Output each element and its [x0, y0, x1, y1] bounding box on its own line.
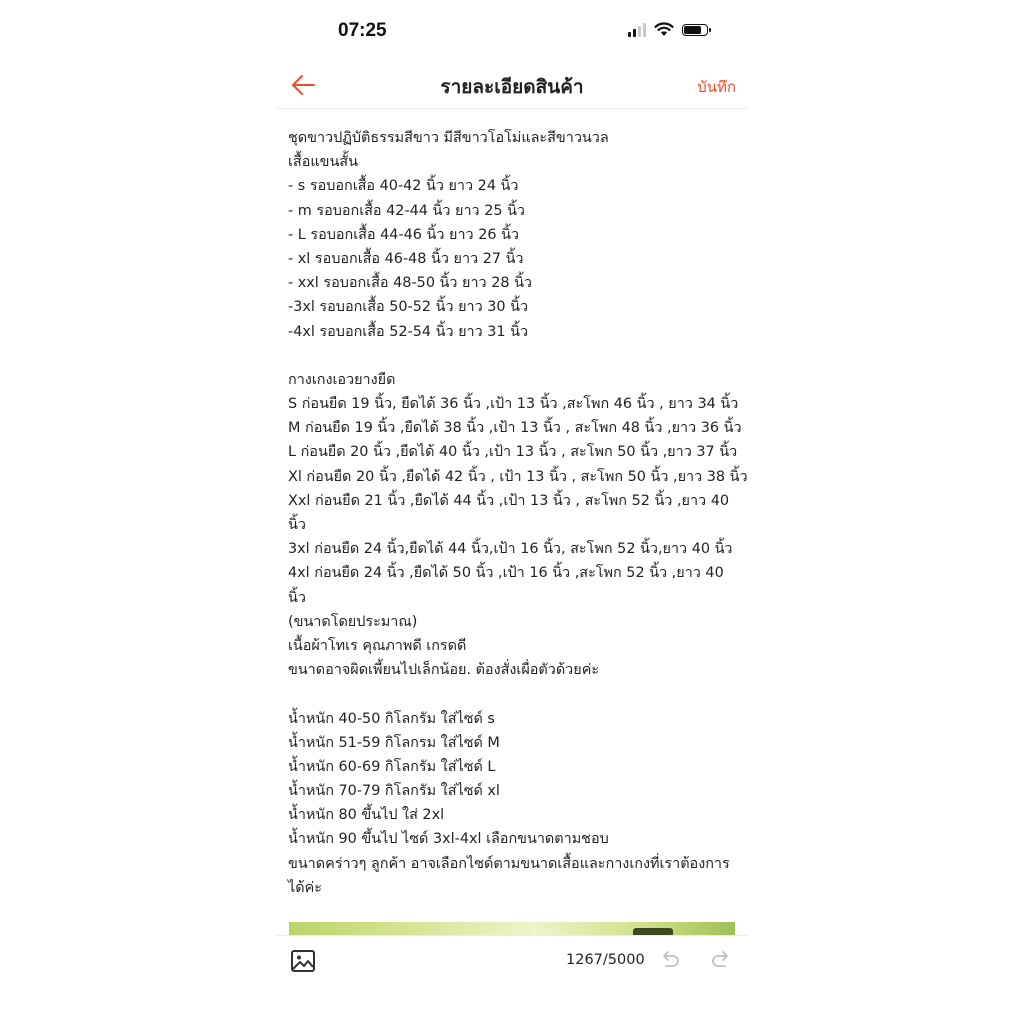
- description-textarea[interactable]: [288, 126, 748, 900]
- description-line: 4xl ก่อนยืด 24 นิ้ว ,ยืดได้ 50 นิ้ว ,เป้า 16 นิ้ว ,สะโพก 52 นิ้ว ,ยาว 40: [288, 565, 724, 582]
- character-count: 1267/5000: [566, 952, 645, 968]
- description-line: น้ำหนัก 80 ขึ้นไป ใส่ 2xl: [288, 807, 445, 824]
- phone-screen: [276, 0, 748, 1024]
- page-header: [276, 62, 748, 109]
- blank-line: [288, 344, 736, 368]
- description-line: ได้ค่ะ: [288, 879, 322, 896]
- battery-icon: [682, 24, 708, 36]
- description-line: (ขนาดโดยประมาณ): [288, 613, 418, 630]
- description-line: - xl รอบอกเสื้อ 46-48 นิ้ว ยาว 27 นิ้ว: [288, 250, 524, 267]
- description-line: Xxl ก่อนยืด 21 นิ้ว ,ยืดได้ 44 นิ้ว ,เป้า 13 นิ้ว , สะโพก 52 นิ้ว ,ยาว 40: [288, 492, 730, 509]
- undo-icon[interactable]: [659, 950, 681, 970]
- status-time: 07:25: [338, 20, 387, 41]
- description-line: -3xl รอบอกเสื้อ 50-52 นิ้ว ยาว 30 นิ้ว: [288, 299, 529, 316]
- description-line: เสื้อแขนสั้น: [288, 154, 358, 171]
- bottom-toolbar: [276, 935, 748, 996]
- description-line: น้ำหนัก 60-69 กิโลกรัม ใส่ไซด์ L: [288, 758, 496, 775]
- description-line: - xxl รอบอกเสื้อ 48-50 นิ้ว ยาว 28 นิ้ว: [288, 275, 533, 292]
- status-icons: [628, 22, 708, 37]
- description-line: - s รอบอกเสื้อ 40-42 นิ้ว ยาว 24 นิ้ว: [288, 178, 519, 195]
- description-line: S ก่อนยืด 19 นิ้ว, ยืดได้ 36 นิ้ว ,เป้า 13 นิ้ว ,สะโพก 46 นิ้ว , ยาว 34 นิ้ว: [288, 396, 739, 413]
- page-title: รายละเอียดสินค้า: [440, 76, 584, 98]
- description-line: -4xl รอบอกเสื้อ 52-54 นิ้ว ยาว 31 นิ้ว: [288, 323, 529, 340]
- description-line: - m รอบอกเสื้อ 42-44 นิ้ว ยาว 25 นิ้ว: [288, 202, 525, 219]
- description-line: ขนาดอาจผิดเพี้ยนไปเล็กน้อย. ต้องสั่งเผื่อตัวด้วยค่ะ: [288, 662, 600, 679]
- description-line: น้ำหนัก 70-79 กิโลกรัม ใส่ไซด์ xl: [288, 783, 500, 800]
- description-line: นิ้ว: [288, 589, 306, 606]
- description-line: 3xl ก่อนยืด 24 นิ้ว,ยืดได้ 44 นิ้ว,เป้า 16 นิ้ว, สะโพก 52 นิ้ว,ยาว 40 นิ้ว: [288, 541, 733, 558]
- description-line: - L รอบอกเสื้อ 44-46 นิ้ว ยาว 26 นิ้ว: [288, 226, 519, 243]
- description-line: นิ้ว: [288, 517, 306, 533]
- description-line: น้ำหนัก 40-50 กิโลกรัม ใส่ไซด์ s: [288, 710, 495, 727]
- cellular-signal-icon: [628, 23, 646, 37]
- image-icon[interactable]: [290, 949, 316, 973]
- description-line: น้ำหนัก 51-59 กิโลกรม ใส่ไซด์ M: [288, 734, 500, 751]
- description-line: Xl ก่อนยืด 20 นิ้ว ,ยืดได้ 42 นิ้ว , เป้า 13 นิ้ว , สะโพก 50 นิ้ว ,ยาว 38 นิ้ว: [288, 468, 748, 485]
- description-line: ชุดขาวปฏิบัติธรรมสีขาว มีสีขาวโอโม่และสีขาวนวล: [288, 130, 609, 146]
- save-button[interactable]: บันทึก: [697, 78, 736, 96]
- redo-icon[interactable]: [710, 950, 732, 970]
- blank-line: [288, 682, 736, 706]
- description-line: ขนาดคร่าวๆ ลูกค้า อาจเลือกไซด์ตามขนาดเสื้อและกางเกงที่เราต้องการ: [288, 855, 730, 872]
- product-image-preview: [289, 922, 735, 936]
- description-line: กางเกงเอวยางยืด: [288, 371, 396, 388]
- wifi-icon: [654, 22, 674, 37]
- description-line: M ก่อนยืด 19 นิ้ว ,ยืดได้ 38 นิ้ว ,เป้า 13 นิ้ว , สะโพก 48 นิ้ว ,ยาว 36 นิ้ว: [288, 420, 742, 437]
- description-line: น้ำหนัก 90 ขึ้นไป ไซด์ 3xl-4xl เลือกขนาดตามชอบ: [288, 831, 609, 848]
- description-line: เนื้อผ้าโทเร คุณภาพดี เกรดดี: [288, 637, 467, 654]
- description-line: L ก่อนยืด 20 นิ้ว ,ยืดได้ 40 นิ้ว ,เป้า 13 นิ้ว , สะโพก 50 นิ้ว ,ยาว 37 นิ้ว: [288, 444, 738, 461]
